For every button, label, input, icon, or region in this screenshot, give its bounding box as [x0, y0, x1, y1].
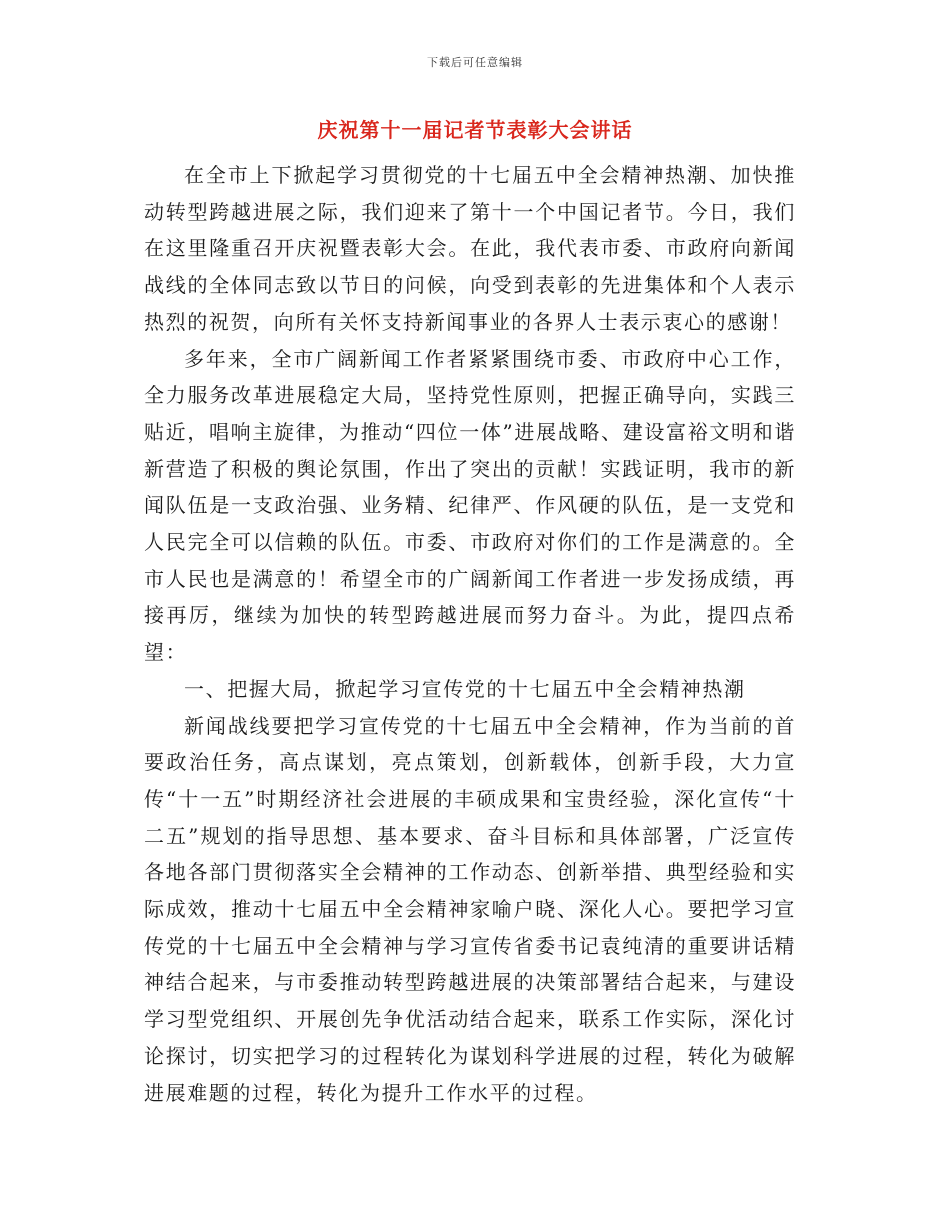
header-note: 下载后可任意编辑 [427, 56, 523, 69]
paragraph-achievements: 多年来，全市广阔新闻工作者紧紧围绕市委、市政府中心工作，全力服务改革进展稳定大局，坚持党性原则，把握正确导向，实践三贴近，唱响主旋律，为推动“四位一体”进展战略、建设富裕文明和谐新营造了积极的舆论氛围，作出了突出的贡献！实践证明，我市的新闻队伍是一支政治强、业务精、纪律严、作风硬的队伍，是一支党和人民完全可以信赖的队伍。市委、市政府对你们的工作是满意的。全市人民也是满意的！希望全市的广阔新闻工作者进一步发扬成绩，再接再厉，继续为加快的转型跨越进展而努力奋斗。为此，提四点希望： [144, 346, 796, 665]
document-body [144, 157, 796, 1111]
document-title: 庆祝第十一届记者节表彰大会讲话 [317, 118, 633, 142]
section-heading-1: 一、把握大局，掀起学习宣传党的十七届五中全会精神热潮 [184, 676, 746, 701]
paragraph-intro: 在全市上下掀起学习贯彻党的十七届五中全会精神热潮、加快推动转型跨越进展之际，我们迎来了第十一个中国记者节。今日，我们在这里隆重召开庆祝暨表彰大会。在此，我代表市委、市政府向新闻战线的全体同志致以节日的问候，向受到表彰的先进集体和个人表示热烈的祝贺，向所有关怀支持新闻事业的各界人士表示衷心的感谢！ [144, 163, 796, 334]
paragraph-section-1: 新闻战线要把学习宣传党的十七届五中全会精神，作为当前的首要政治任务，高点谋划，亮点策划，创新载体，创新手段，大力宣传“十一五”时期经济社会进展的丰硕成果和宝贵经验，深化宣传“十二五”规划的指导思想、基本要求、奋斗目标和具体部署，广泛宣传各地各部门贯彻落实全会精神的工作动态、创新举措、典型经验和实际成效，推动十七届五中全会精神家喻户晓、深化人心。要把学习宣传党的十七届五中全会精神与学习宣传省委书记袁纯清的重要讲话精神结合起来，与市委推动转型跨越进展的决策部署结合起来，与建设学习型党组织、开展创先争优活动结合起来，联系工作实际，深化讨论探讨，切实把学习的过程转化为谋划科学进展的过程，转化为破解进展难题的过程，转化为提升工作水平的过程。 [144, 713, 796, 1105]
